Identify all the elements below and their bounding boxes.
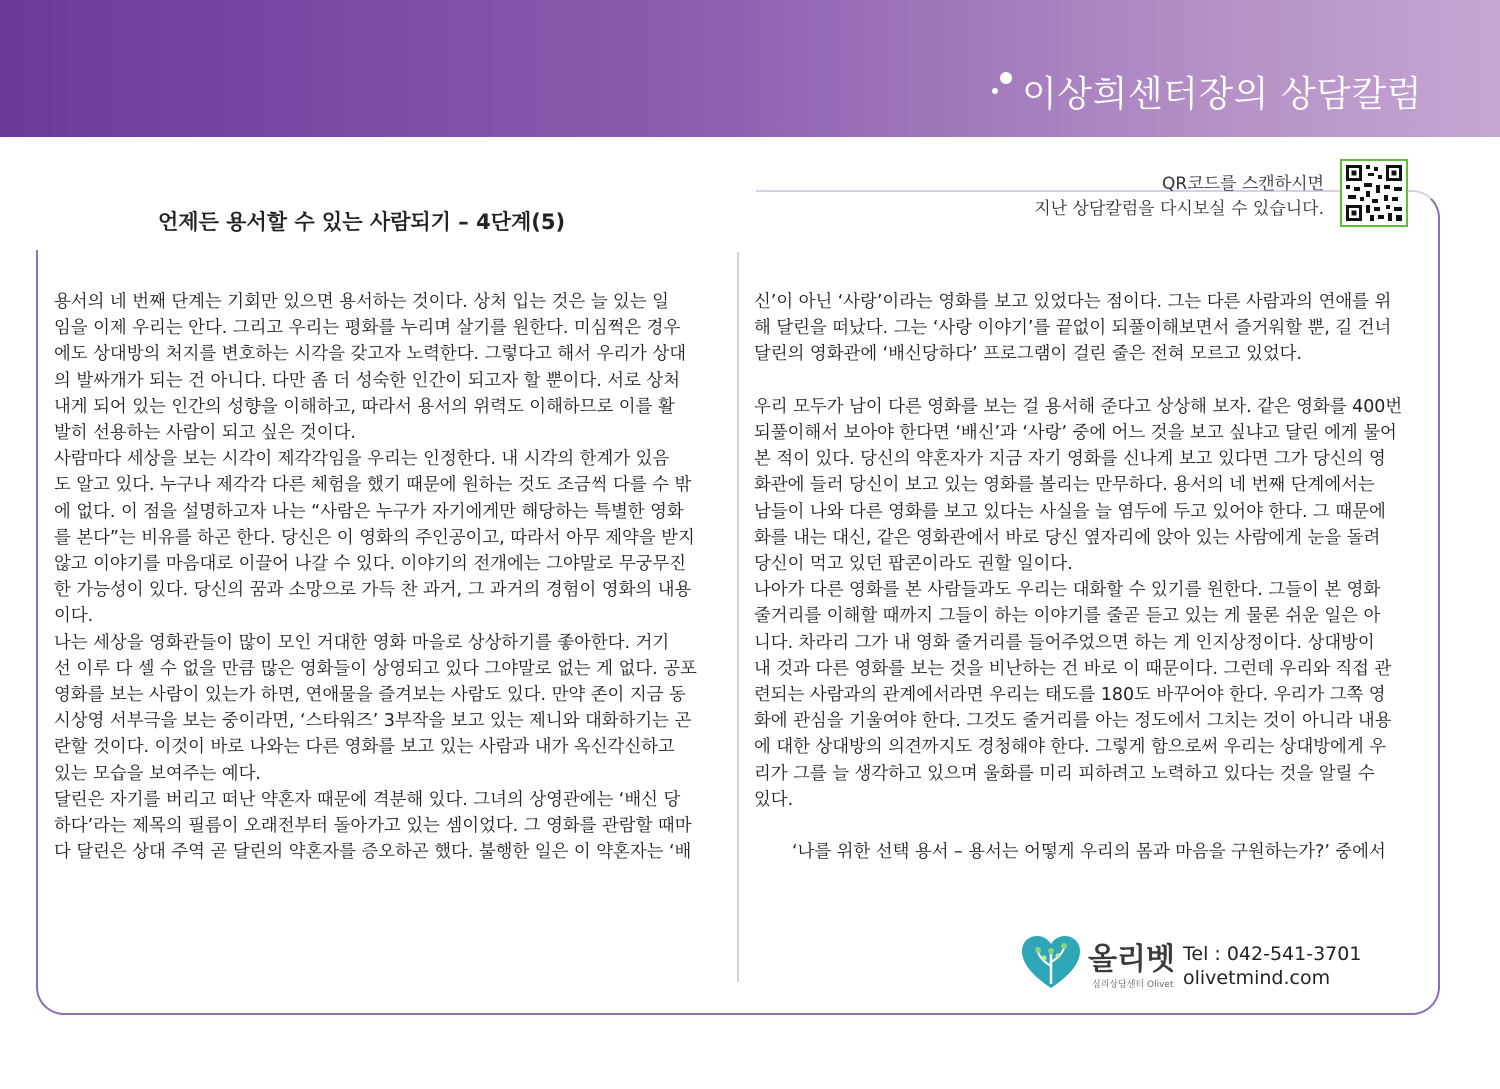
text-line: 의 발싸개가 되는 건 아니다. 다만 좀 더 성숙한 인간이 되고자 할 뿐이다. 서로 상처 [54,370,681,391]
logo-subtitle: 심리상담센터 Olivet [1092,980,1174,990]
text-line: 에 대한 상대방의 의견까지도 경청해야 한다. 그렇게 함으로써 우리는 상대방에게 우 [754,737,1386,758]
text-line: 에도 상대방의 처지를 변호하는 시각을 갖고자 노력한다. 그렇다고 해서 우리가 상대 [54,344,686,365]
text-line: 화관에 들러 당신이 보고 있는 영화를 볼리는 만무하다. 용서의 네 번째 단계에서는 [754,475,1375,496]
text-line: 달린은 자기를 버리고 떠난 약혼자 때문에 격분해 있다. 그녀의 상영관에는 ‘배신 당 [54,789,681,810]
text-line: 용서의 네 번째 단계는 기회만 있으면 용서하는 것이다. 상처 입는 것은 늘 있는 일 [54,292,669,312]
text-line: 나는 세상을 영화관들이 많이 모인 거대한 영화 마을로 상상하기를 좋아한다. 거기 [54,632,670,653]
text-line: 를 본다”는 비유를 하곤 한다. 당신은 이 영화의 주인공이고, 따라서 아무 제약을 받지 [54,527,695,548]
article-title: 언제든 용서할 수 있는 사람되기 – 4단계(5) [158,210,566,234]
left-column-text [54,289,722,865]
text-line: 되풀이해서 보아야 한다면 ‘배신’과 ‘사랑’ 중에 어느 것을 보고 싶냐고 달린 에게 물어 [754,423,1397,443]
text-line: 영화를 보는 사람이 있는가 하면, 연애물을 즐겨보는 사람도 있다. 만약 존이 지금 동 [54,685,686,706]
qr-caption-line1: QR코드를 스캔하시면 [1162,174,1324,194]
header-dots-icon [992,68,1014,98]
qr-code[interactable] [1340,159,1408,227]
text-line: 내 것과 다른 영화를 보는 것을 비난하는 건 바로 이 때문이다. 그런데 우리와 직접 관 [754,658,1392,679]
text-line: 한 가능성이 있다. 당신의 꿈과 소망으로 가득 찬 과거, 그 과거의 경험이 영화의 내용 [54,580,692,601]
text-line: 우리 모두가 남이 다른 영화를 보는 걸 용서해 준다고 상상해 보자. 같은 영화를 400번 [754,396,1403,417]
qr-code-icon [1342,161,1406,225]
text-line: 다 달린은 상대 주역 곧 달린의 약혼자를 증오하곤 했다. 불행한 일은 이 약혼자는 ‘배 [54,842,692,863]
text-line: 있는 모습을 보여주는 예다. [54,763,261,784]
text-line: 련되는 사람과의 관계에서라면 우리는 태도를 180도 바꾸어야 한다. 우리가 그쪽 영 [754,685,1386,706]
text-line: 남들이 나와 다른 영화를 보고 있다는 사실을 늘 염두에 두고 있어야 한다. 그 때문에 [754,501,1386,522]
text-line: 화를 내는 대신, 같은 영화관에서 바로 당신 옆자리에 앉아 있는 사람에게 눈을 돌려 [754,527,1381,548]
text-line: 화에 관심을 기울여야 한다. 그것도 줄거리를 아는 정도에서 그치는 것이 아니라 내용 [754,711,1392,732]
source-citation: ‘나를 위한 선택 용서 – 용서는 어떻게 우리의 몸과 마음을 구원하는가?’ 중에서 [792,842,1386,863]
text-line: 달린의 영화관에 ‘배신당하다’ 프로그램이 걸린 줄은 전혀 모르고 있었다. [754,344,1302,365]
text-line: 나아가 다른 영화를 본 사람들과도 우리는 대화할 수 있기를 원한다. 그들이 본 영화 [754,580,1381,601]
header-banner [0,0,1500,137]
text-line: 니다. 차라리 그가 내 영화 줄거리를 들어주었으면 하는 게 인지상정이다. 상대방이 [754,632,1375,653]
header-title: 이상희센터장의 상담칼럼 [1022,74,1422,115]
paragraph-gap [754,368,1422,394]
column-divider [737,252,739,982]
text-line: 신’이 아닌 ‘사랑’이라는 영화를 보고 있었다는 점이다. 그는 다른 사람과의 연애를 위 [754,292,1392,312]
text-line: 리가 그를 늘 생각하고 있으며 울화를 미리 피하려고 노력하고 있다는 것을 알릴 수 [754,763,1375,784]
text-line: 해 달린을 떠났다. 그는 ‘사랑 이야기’를 끝없이 되풀이해보면서 즐거워할 뿐, 길 건너 [754,318,1392,339]
qr-caption-line2: 지난 상담칼럼을 다시보실 수 있습니다. [1034,199,1324,219]
text-line: 하다’라는 제목의 필름이 오래전부터 돌아가고 있는 셈이었다. 그 영화를 관람할 때마 [54,816,692,837]
contact-info [1183,942,1361,990]
contact-tel: Tel : 042-541-3701 [1183,943,1362,965]
contact-website[interactable]: olivetmind.com [1183,967,1331,989]
right-column-text [754,289,1422,865]
qr-caption [1034,172,1324,222]
text-line: 본 적이 있다. 당신의 약혼자가 지금 자기 영화를 신나게 보고 있다면 그가 당신의 영 [754,449,1386,470]
text-line: 선 이루 다 셀 수 없을 만큼 많은 영화들이 상영되고 있다 그야말로 없는 게 없다. 공포 [54,658,697,679]
text-line: 줄거리를 이해할 때까지 그들이 하는 이야기를 줄곧 듣고 있는 게 물론 쉬운 일은 아 [754,606,1381,627]
text-line: 당신이 먹고 있던 팝콘이라도 권할 일이다. [754,554,1073,575]
olivet-heart-logo-icon [1020,934,1082,990]
text-line: 이다. [54,606,94,627]
logo-name: 올리벳 [1088,942,1175,977]
text-line: 사람마다 세상을 보는 시각이 제각각임을 우리는 인정한다. 내 시각의 한계가 있음 [54,449,670,470]
text-line: 시상영 서부극을 보는 중이라면, ‘스타워즈’ 3부작을 보고 있는 제니와 대화하기는 곤 [54,711,692,732]
text-line: 내게 되어 있는 인간의 성향을 이해하고, 따라서 용서의 위력도 이해하므로 이를 활 [54,396,675,417]
text-line: 발히 선용하는 사람이 되고 싶은 것이다. [54,423,356,444]
text-line: 란할 것이다. 이것이 바로 나와는 다른 영화를 보고 있는 사람과 내가 옥신각신하고 [54,737,675,758]
text-line: 있다. [754,789,794,810]
text-line: 도 알고 있다. 누구나 제각각 다른 체험을 했기 때문에 원하는 것도 조금씩 다를 수 밖 [54,475,692,496]
text-line: 에 없다. 이 점을 설명하고자 나는 “사람은 누구가 자기에게만 해당하는 특별한 영화 [54,501,684,522]
text-line: 않고 이야기를 마음대로 이끌어 나갈 수 있다. 이야기의 전개에는 그야말로 무궁무진 [54,554,686,575]
text-line: 임을 이제 우리는 안다. 그리고 우리는 평화를 누리며 살기를 원한다. 미심쩍은 경우 [54,318,681,339]
